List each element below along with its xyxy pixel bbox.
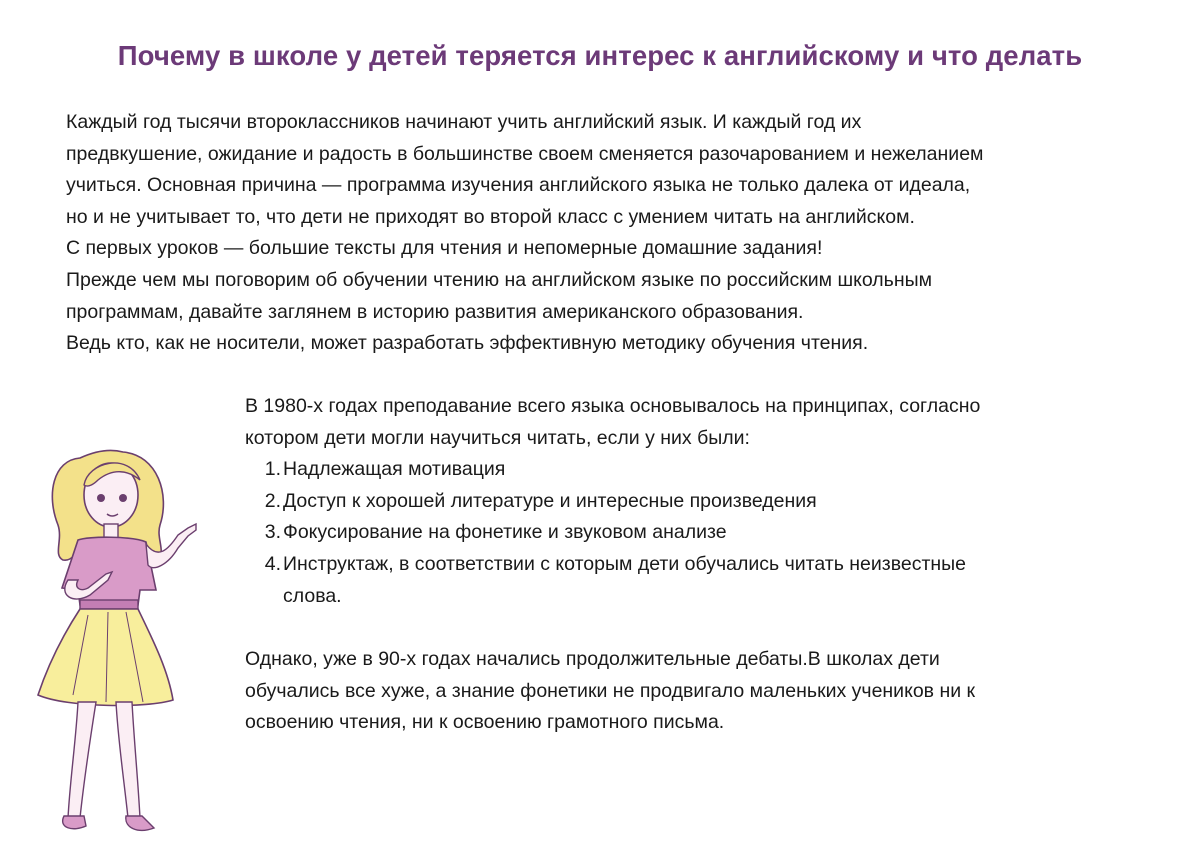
girl-illustration-icon (28, 440, 238, 840)
intro-line: Ведь кто, как не носители, может разработать эффективную методику обучения чтения. (66, 332, 869, 355)
list-text: Фокусирование на фонетике и звуковом анализе (283, 521, 727, 544)
history-section (245, 391, 1145, 739)
intro-line: программам, давайте заглянем в историю развития американского образования. (66, 300, 804, 323)
list-item (245, 549, 1145, 581)
closing-line: Однако, уже в 90-х годах начались продолжительные дебаты.В школах дети (245, 648, 940, 671)
intro-line: Каждый год тысячи второклассников начинают учить английский язык. И каждый год их (66, 111, 862, 133)
list-item (245, 486, 1145, 518)
list-text: Инструктаж, в соответствии с которым дети обучались читать неизвестные (283, 552, 967, 575)
list-item (245, 454, 1145, 486)
page-title: Почему в школе у детей теряется интерес к английскому и что делать (117, 40, 1083, 71)
list-number: 1. (264, 458, 281, 481)
list-text: Надлежащая мотивация (283, 458, 506, 481)
list-number: 3. (264, 521, 281, 544)
intro-line: предвкушение, ожидание и радость в большинстве своем сменяется разочарованием и нежеланием (66, 142, 984, 165)
list-item (245, 517, 1145, 549)
list-text: слова. (283, 584, 342, 607)
list-number: 2. (264, 489, 281, 512)
lead-line: котором дети могли научиться читать, если у них были: (245, 426, 750, 449)
closing-line: обучались все хуже, а знание фонетики не продвигало маленьких учеников ни к (245, 679, 976, 702)
intro-line: Прежде чем мы поговорим об обучении чтению на английском языке по российским школьным (66, 268, 933, 291)
conditions-list (245, 454, 1145, 612)
list-item-continuation (245, 581, 1145, 613)
intro-line: но и не учитывает то, что дети не приходят во второй класс с умением читать на английском. (66, 205, 915, 228)
closing-line: освоению чтения, ни к освоению грамотного письма. (245, 711, 725, 734)
intro-line: С первых уроков — большие тексты для чтения и непомерные домашние задания! (66, 237, 823, 260)
lead-line: В 1980-х годах преподавание всего языка основывалось на принципах, согласно (245, 395, 981, 417)
intro-text (66, 107, 1166, 360)
list-text: Доступ к хорошей литературе и интересные произведения (283, 489, 817, 512)
intro-line: учиться. Основная причина — программа изучения английского языка не только далека от идеала, (66, 174, 971, 197)
list-number: 4. (264, 552, 281, 575)
